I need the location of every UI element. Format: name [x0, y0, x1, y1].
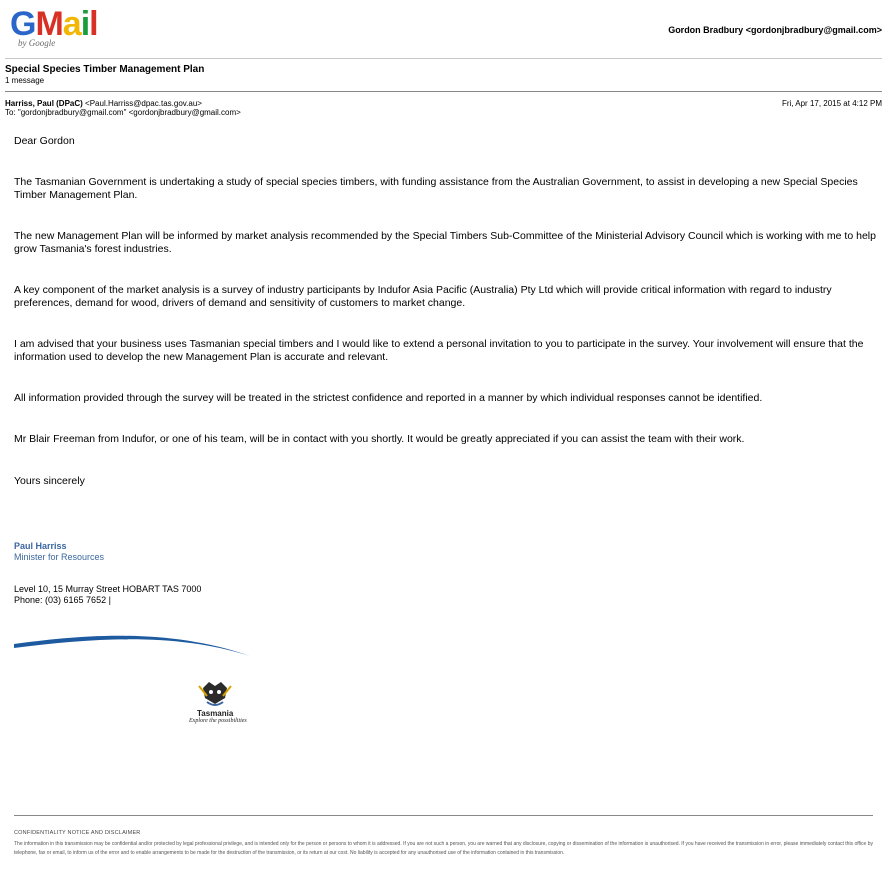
- disclaimer-title: CONFIDENTIALITY NOTICE AND DISCLAIMER: [14, 830, 141, 836]
- greeting: Dear Gordon: [14, 135, 75, 147]
- sender-name: Harriss, Paul (DPaC): [5, 99, 83, 108]
- sender-email: <Paul.Harriss@dpac.tas.gov.au>: [85, 99, 202, 108]
- signature-title: Minister for Resources: [14, 552, 105, 562]
- body-paragraph: All information provided through the survey will be treated in the strictest confidence and reported in a manner by which individual responses cannot be identified.: [14, 392, 763, 404]
- tasmania-wordmark: Tasmania: [197, 709, 234, 718]
- gmail-logo[interactable]: [10, 7, 110, 51]
- email-body: [14, 135, 876, 488]
- body-paragraph: The Tasmanian Government is undertaking a study of special species timbers, with funding assistance from the Australian Government, to assist in developing a new Special Species Timber Management Plan.: [14, 176, 858, 201]
- by-google-label: by Google: [18, 38, 56, 48]
- header-divider: [5, 58, 882, 59]
- body-paragraph: I am advised that your business uses Tasmanian special timbers and I would like to extend a personal invitation to you to participate in the survey. Your involvement will ensure that the information used to develop the new Management Plan is accurate and relevant.: [14, 338, 864, 363]
- message-date: Fri, Apr 17, 2015 at 4:12 PM: [781, 99, 882, 108]
- recipient-line: To: "gordonjbradbury@gmail.com" <gordonjbradbury@gmail.com>: [5, 108, 241, 117]
- body-paragraph: Mr Blair Freeman from Indufor, or one of his team, will be in contact with you shortly. It would be greatly appreciated if you can assist the team with their work.: [14, 433, 745, 445]
- tasmanian-devil-icon: [185, 680, 245, 710]
- signature-address: Level 10, 15 Murray Street HOBART TAS 7000: [14, 584, 202, 594]
- gmail-wordmark: GMail: [10, 5, 98, 43]
- email-subject: Special Species Timber Management Plan: [5, 64, 205, 75]
- signature-phone: Phone: (03) 6165 7652 |: [14, 595, 111, 605]
- tasmania-logo: [185, 680, 245, 728]
- sender-line: [5, 99, 202, 108]
- disclaimer-text: The information in this transmission may be confidential and/or protected by legal professional privilege, and is intended only for the person or persons to whom it is addressed. If you are not such a person, you are warned that any disclosure, copying or dissemination of the information is unauthorised. If you have received the transmission in error, please immediately contact this office by telephone, fax or email, to inform us of the error and to enable arrangements to be made for the destruction of the transmission, or its return at our cost. No liability is accepted for any unauthorised use of the information contained in this transmission.: [14, 841, 873, 856]
- subject-divider: [5, 91, 882, 92]
- closing: Yours sincerely: [14, 475, 85, 487]
- tasmania-tagline: Explore the possibilities: [189, 718, 247, 724]
- message-count: 1 message: [5, 76, 45, 85]
- swoosh-graphic: [14, 632, 250, 662]
- body-paragraph: A key component of the market analysis is a survey of industry participants by Indufor Asia Pacific (Australia) Pty Ltd which will provide critical information with regard to industry preferences, demand for wood, drivers of demand and sensitivity of customers to market change.: [14, 284, 832, 309]
- signature-name: Paul Harriss: [14, 541, 67, 551]
- signature-address-block: [14, 584, 201, 606]
- disclaimer-divider: [14, 815, 873, 816]
- body-paragraph: The new Management Plan will be informed by market analysis recommended by the Special Timbers Sub-Committee of the Ministerial Advisory Council which is working with me to help grow Tasmania's forest industries.: [14, 230, 876, 255]
- account-label: Gordon Bradbury <gordonjbradbury@gmail.com>: [668, 25, 882, 35]
